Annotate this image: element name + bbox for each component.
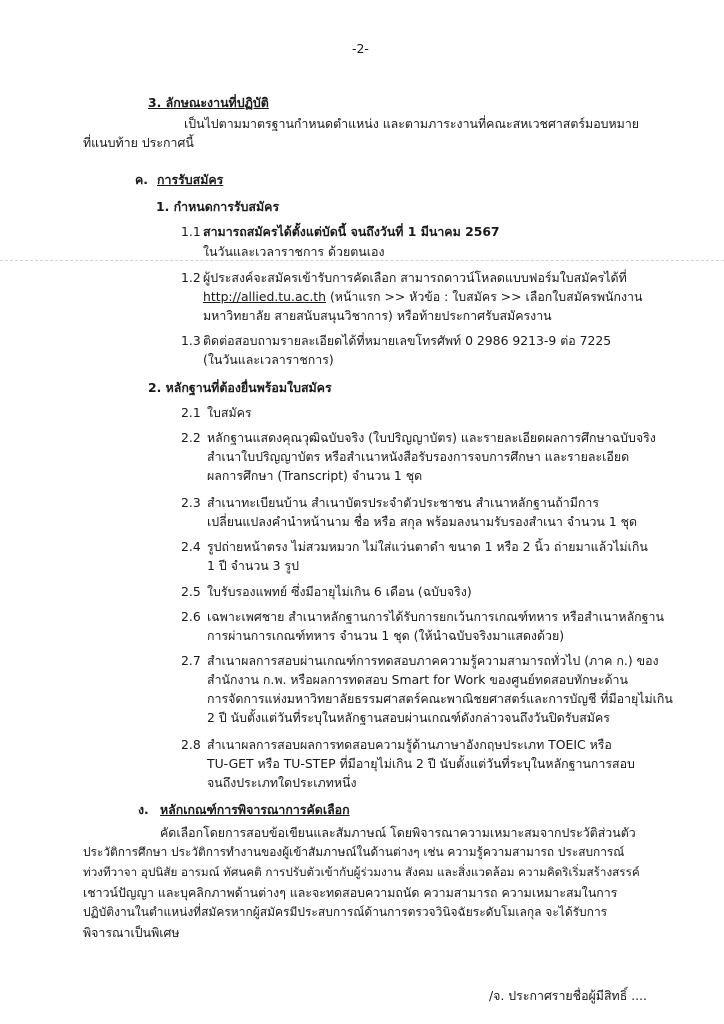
section-d-para-line-3: ท่วงทีวาจา อุปนิสัย อารมณ์ ทัศนคติ การปรับตัวเข้ากับผู้ร่วมงาน สังคม และสิ่งแวดล้อม ความคิดริเริ่มสร้างสรรค์ <box>83 865 640 879</box>
item-2-3-number: 2.3 <box>181 495 201 510</box>
item-2-8-number: 2.8 <box>181 737 201 752</box>
item-1-2-line-3: มหาวิทยาลัย สายสนับสนุนวิชาการ) หรือท้ายประกาศรับสมัครงาน <box>203 308 552 323</box>
item-2-2-line-2: สำเนาใบปริญญาบัตร หรือสำเนาหนังสือรับรองการจบการศึกษา และรายละเอียด <box>207 449 630 464</box>
item-2-4-line-2: 1 ปี จำนวน 3 รูป <box>207 558 300 573</box>
section-d-para-line-4: เชาวน์ปัญญา และบุคลิกภาพด้านต่างๆ และจะทดสอบความถนัด ความสามารถ ความเหมาะสมในการ <box>83 885 618 900</box>
item-2-2-line-3: ผลการศึกษา (Transcript) จำนวน 1 ชุด <box>207 468 423 483</box>
item-2-3-line-1: สำเนาทะเบียนบ้าน สำเนาบัตรประจำตัวประชาชน สำเนาหลักฐานถ้ามีการ <box>207 495 600 510</box>
continuation-footer: /จ. ประกาศรายชื่อผู้มีสิทธิ์ .... <box>489 988 647 1003</box>
item-1-3-number: 1.3 <box>181 333 201 348</box>
item-1-2-line-1: ผู้ประสงค์จะสมัครเข้ารับการคัดเลือก สามารถดาวน์โหลดแบบฟอร์มใบสมัครได้ที่ <box>203 270 627 285</box>
item-1-3-line-2: (ในวันและเวลาราชการ) <box>203 352 334 367</box>
item-2-5-line-1: ใบรับรองแพทย์ ซึ่งมีอายุไม่เกิน 6 เดือน (ฉบับจริง) <box>207 584 472 599</box>
item-2-4-line-1: รูปถ่ายหน้าตรง ไม่สวมหมวก ไม่ใส่แว่นตาดำ ขนาด 1 หรือ 2 นิ้ว ถ่ายมาแล้วไม่เกิน <box>207 539 648 554</box>
allied-website-link[interactable]: http://allied.tu.ac.th <box>203 289 327 304</box>
section-d-para-line-6: พิจารณาเป็นพิเศษ <box>83 925 180 940</box>
item-2-8-line-1: สำเนาผลการสอบผลการทดสอบความรู้ด้านภาษาอังกฤษประเภท TOEIC หรือ <box>207 737 612 752</box>
item-2-7-line-4: 2 ปี นับตั้งแต่วันที่ระบุในหลักฐานสอบผ่านเกณฑ์ดังกล่าวจนถึงวันปิดรับสมัคร <box>207 710 610 725</box>
item-2-8-line-2: TU-GET หรือ TU-STEP ที่มีอายุไม่เกิน 2 ปี นับตั้งแต่วันที่ระบุในหลักฐานการสอบ <box>207 756 635 771</box>
section-d-para-line-5: ปฏิบัติงานในตำแหน่งที่สมัครหากผู้สมัครมีประสบการณ์ด้านการตรวจวินิจฉัยระดับโมเลกุล จะได้รับการ <box>83 905 608 919</box>
item-2-1-line-1: ใบสมัคร <box>207 405 252 420</box>
item-2-6-line-2: การผ่านการเกณฑ์ทหาร จำนวน 1 ชุด (ให้นำฉบับจริงมาแสดงด้วย) <box>207 628 565 643</box>
section-c-label: ค. <box>135 172 148 187</box>
section-3-heading: 3. ลักษณะงานที่ปฏิบัติ <box>148 95 269 110</box>
item-2-5-number: 2.5 <box>181 584 201 599</box>
page-number: -2- <box>352 41 369 56</box>
section-3-line-1: เป็นไปตามมาตรฐานกำหนดตำแหน่ง และตามภาระงานที่คณะสหเวชศาสตร์มอบหมาย <box>184 116 640 131</box>
section-d-para-line-1: คัดเลือกโดยการสอบข้อเขียนและสัมภาษณ์ โดยพิจารณาความเหมาะสมจากประวัติส่วนตัว <box>160 825 636 840</box>
section-c-heading: การรับสมัคร <box>157 172 224 187</box>
item-2-7-line-3: การจัดการแห่งมหาวิทยาลัยธรรมศาสตร์คณะพาณิชยศาสตร์และการบัญชี ที่มีอายุไม่เกิน <box>207 691 673 706</box>
subsection-1-heading: 1. กำหนดการรับสมัคร <box>156 199 280 214</box>
item-2-6-line-1: เฉพาะเพศชาย สำเนาหลักฐานการได้รับการยกเว้นการเกณฑ์ทหาร หรือสำเนาหลักฐาน <box>207 609 664 624</box>
item-1-2-number: 1.2 <box>181 270 201 285</box>
item-2-3-line-2: เปลี่ยนแปลงคำนำหน้านาม ชื่อ หรือ สกุล พร้อมลงนามรับรองสำเนา จำนวน 1 ชุด <box>207 514 638 529</box>
item-2-6-number: 2.6 <box>181 609 201 624</box>
item-2-7-number: 2.7 <box>181 653 201 668</box>
item-1-2-line-2: http://allied.tu.ac.th (หน้าแรก >> หัวข้อ : ใบสมัคร >> เลือกใบสมัครพนักงาน <box>203 289 643 304</box>
item-2-2-line-1: หลักฐานแสดงคุณวุฒิฉบับจริง (ใบปริญญาบัตร) และรายละเอียดผลการศึกษาฉบับจริง <box>207 430 656 445</box>
item-2-4-number: 2.4 <box>181 539 201 554</box>
item-1-1-line-1: สามารถสมัครได้ตั้งแต่บัดนี้ จนถึงวันที่ 1 มีนาคม 2567 <box>203 224 500 239</box>
item-2-2-number: 2.2 <box>181 430 201 445</box>
item-1-1-number: 1.1 <box>181 224 201 239</box>
item-1-3-line-1: ติดต่อสอบถามรายละเอียดได้ที่หมายเลขโทรศัพท์ 0 2986 9213-9 ต่อ 7225 <box>203 333 612 348</box>
section-d-label: ง. <box>138 802 149 817</box>
section-d-heading: หลักเกณฑ์การพิจารณาการคัดเลือก <box>160 802 350 817</box>
section-3-line-2: ที่แนบท้าย ประกาศนี้ <box>83 135 194 150</box>
item-2-7-line-1: สำเนาผลการสอบผ่านเกณฑ์การทดสอบภาคความรู้ความสามารถทั่วไป (ภาค ก.) ของ <box>207 653 659 668</box>
item-2-8-line-3: จนถึงประเภทใดประเภทหนึ่ง <box>207 775 357 790</box>
item-2-1-number: 2.1 <box>181 405 201 420</box>
subsection-2-heading: 2. หลักฐานที่ต้องยื่นพร้อมใบสมัคร <box>148 380 332 395</box>
section-d-para-line-2: ประวัติการศึกษา ประวัติการทำงานของผู้เข้าสัมภาษณ์ในด้านต่างๆ เช่น ความรู้ความสามารถ ประสบการณ์ <box>83 845 625 859</box>
item-2-7-line-2: สำนักงาน ก.พ. หรือผลการทดสอบ Smart for Work ของศูนย์ทดสอบทักษะด้าน <box>207 672 628 687</box>
item-1-1-line-2: ในวันและเวลาราชการ ด้วยตนเอง <box>203 244 385 259</box>
